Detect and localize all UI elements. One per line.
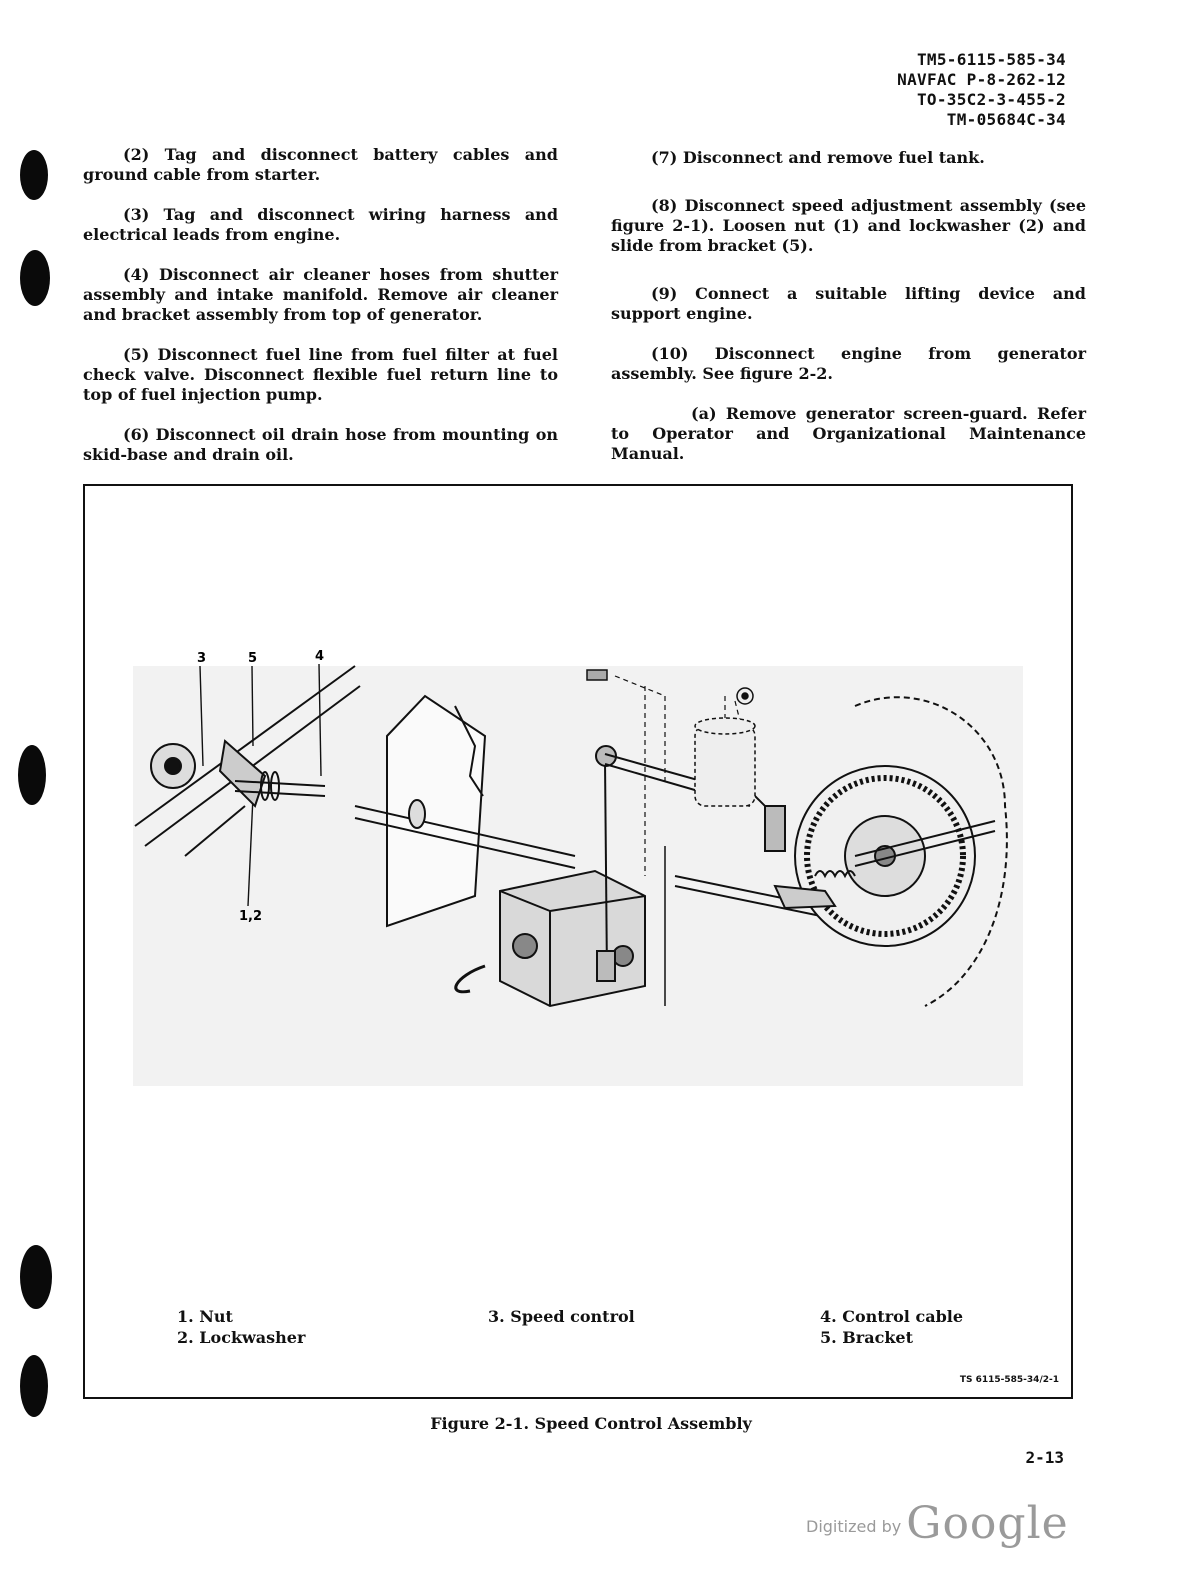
- header-line: TO-35C2-3-455-2: [917, 90, 1066, 109]
- legend-item-speed-control: 3. Speed control: [488, 1307, 635, 1326]
- callout-4: 4: [315, 649, 325, 664]
- speed-control-illustration: [125, 646, 1025, 1106]
- right-column: [611, 148, 1086, 484]
- step-paragraph: (3) Tag and disconnect wiring harness and electrical leads from engine.: [83, 205, 558, 244]
- left-column: [83, 145, 558, 485]
- binder-hole: [20, 1245, 52, 1309]
- watermark-prefix: Digitized by: [806, 1517, 902, 1536]
- header-line: NAVFAC P-8-262-12: [897, 70, 1066, 89]
- legend-item-control-cable: 4. Control cable: [820, 1307, 964, 1326]
- step-paragraph: (7) Disconnect and remove fuel tank.: [651, 148, 985, 167]
- figure-frame: [83, 484, 1073, 1399]
- step-paragraph: (9) Connect a suitable lifting device and support engine.: [611, 284, 1086, 323]
- step-paragraph: (4) Disconnect air cleaner hoses from shutter assembly and intake manifold. Remove air cleaner and bracket assembly from top of generator.: [83, 265, 558, 324]
- step-paragraph: (8) Disconnect speed adjustment assembly (see figure 2-1). Loosen nut (1) and lockwasher (2) and slide from bracket (5).: [611, 196, 1086, 255]
- figure-caption: Figure 2-1. Speed Control Assembly: [430, 1414, 752, 1433]
- binder-hole: [20, 1355, 48, 1417]
- legend-item-nut: 1. Nut: [177, 1307, 233, 1326]
- callout-1-2: 1,2: [239, 909, 263, 924]
- page-number: 2-13: [1025, 1448, 1064, 1467]
- leader-line: [252, 666, 253, 746]
- callout-5: 5: [248, 651, 258, 666]
- binder-hole: [20, 250, 50, 306]
- step-paragraph: (5) Disconnect fuel line from fuel filter at fuel check valve. Disconnect flexible fuel return line to top of fuel injection pump.: [83, 345, 558, 404]
- step-paragraph: (a) Remove generator screen-guard. Refer to Operator and Organizational Maintenance Manual.: [611, 404, 1086, 463]
- binder-hole: [20, 150, 48, 200]
- legend-column: [820, 1306, 963, 1348]
- header-line: TM-05684C-34: [946, 110, 1066, 129]
- digitized-watermark: [806, 1498, 1069, 1549]
- legend-column: [177, 1306, 305, 1348]
- legend-column: [488, 1306, 635, 1327]
- legend-item-lockwasher: 2. Lockwasher: [177, 1328, 306, 1347]
- callout-3: 3: [197, 651, 207, 666]
- fuel-filter: [695, 718, 755, 806]
- step-paragraph: (2) Tag and disconnect battery cables and ground cable from starter.: [83, 145, 558, 184]
- step-paragraph: (10) Disconnect engine from generator assembly. See figure 2-2.: [611, 344, 1086, 383]
- step-paragraph: (6) Disconnect oil drain hose from mounting on skid-base and drain oil.: [83, 425, 558, 464]
- watermark-brand: Google: [906, 1498, 1069, 1549]
- mounting-plate: [387, 696, 485, 926]
- binder-hole: [18, 745, 46, 805]
- header-line: TM5-6115-585-34: [917, 50, 1066, 69]
- figure-code: TS 6115-585-34/2-1: [959, 1375, 1059, 1385]
- legend-item-bracket: 5. Bracket: [820, 1328, 913, 1347]
- document-header: [897, 50, 1066, 130]
